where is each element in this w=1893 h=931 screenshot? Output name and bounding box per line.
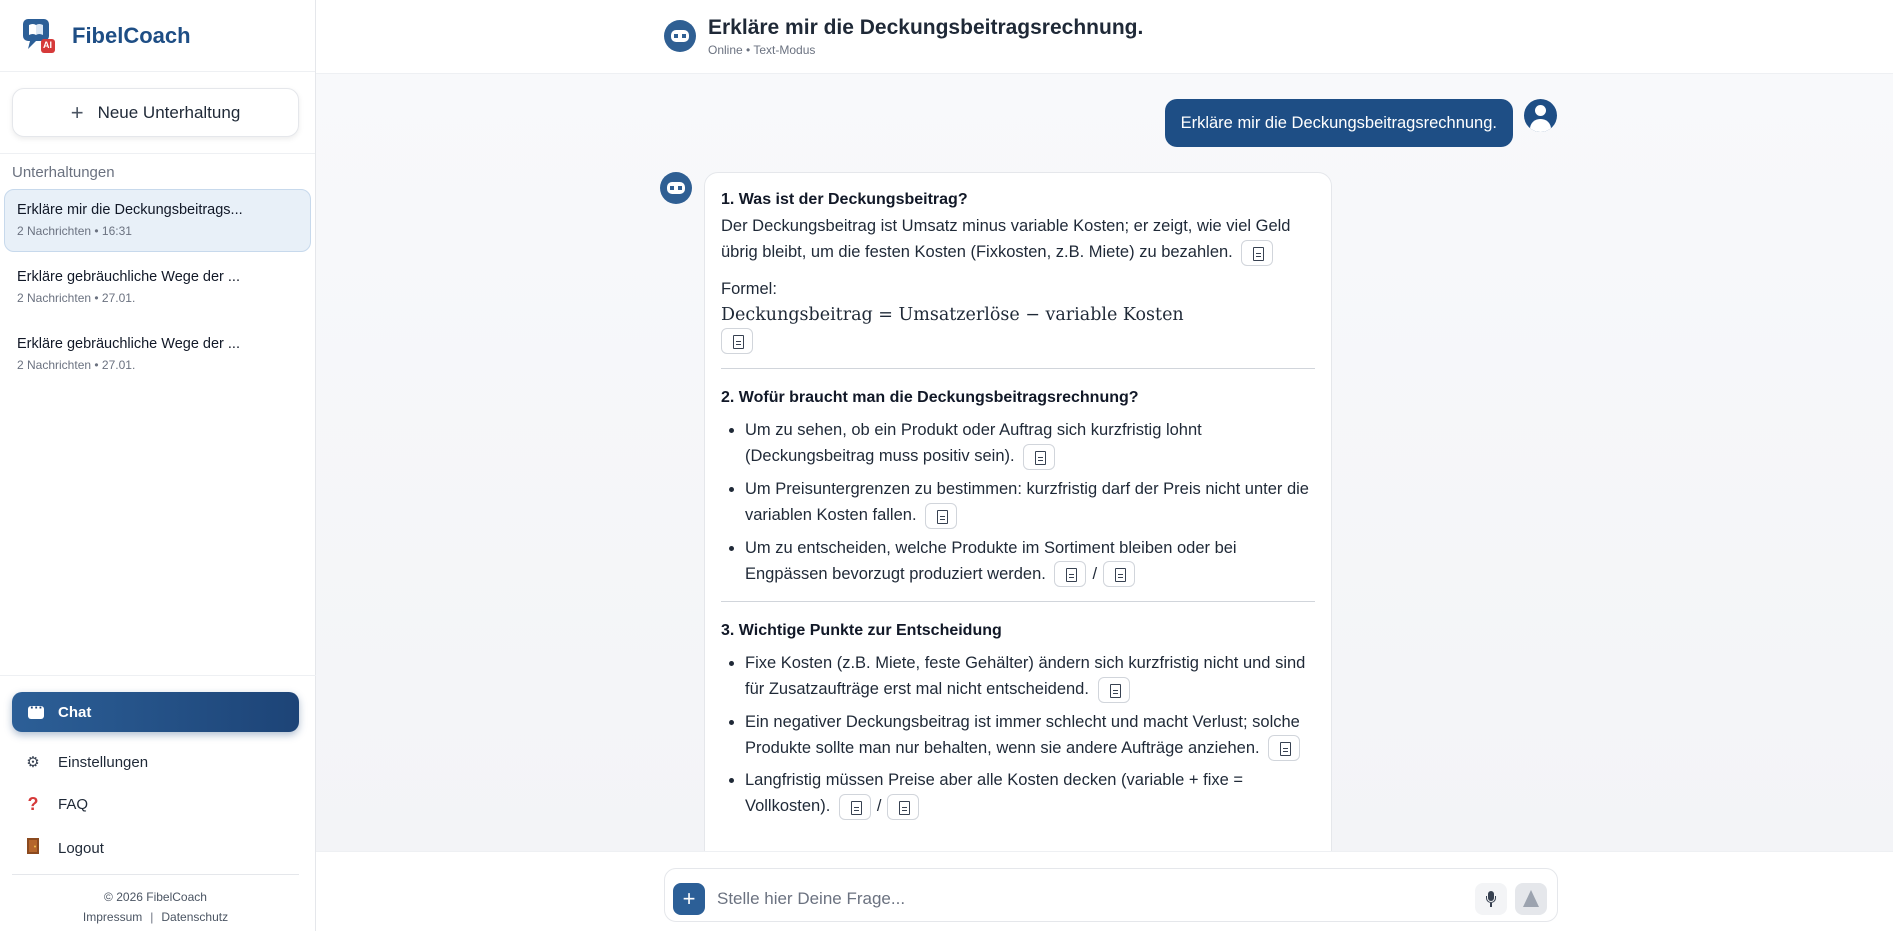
assistant-message: [704, 172, 1332, 851]
source-document-icon[interactable]: [721, 328, 753, 354]
section-title: 2. Wofür braucht man die Deckungsbeitragsrechnung?: [721, 389, 1139, 407]
conversation-item[interactable]: [4, 189, 311, 252]
source-document-icon[interactable]: [1268, 735, 1300, 761]
answer-paragraph: Der Deckungsbeitrag ist Umsatz minus variable Kosten; er zeigt, wie viel Geld übrig bleibt, um die festen Kosten (Fixkosten, z.B. Miete) zu bezahlen.: [721, 217, 1291, 261]
bot-avatar-icon: [664, 20, 696, 52]
conversation-meta: 2 Nachrichten • 27.01.: [17, 291, 136, 305]
chat-bubble-icon: [28, 706, 44, 719]
nav-item-settings[interactable]: [24, 750, 148, 774]
source-document-icon[interactable]: [1103, 561, 1135, 587]
nav-label-settings: Einstellungen: [58, 753, 149, 771]
source-document-icon[interactable]: [887, 794, 919, 820]
bullet-list: [721, 650, 1315, 820]
source-document-icon[interactable]: [839, 794, 871, 820]
send-button[interactable]: [1515, 883, 1547, 915]
nav-item-faq[interactable]: [24, 792, 88, 816]
bullet-list: [721, 417, 1315, 587]
sidebar: [0, 0, 316, 931]
list-item: • Um zu entscheiden, welche Produkte im Sortiment bleiben oder bei Engpässen bevorzugt produziert werden. /: [745, 535, 1315, 588]
send-arrow-icon: [1523, 890, 1539, 907]
new-conversation-button[interactable]: [12, 88, 299, 137]
list-item: • Langfristig müssen Preise aber alle Kosten decken (variable + fixe = Vollkosten). /: [745, 767, 1315, 820]
brand-header: [0, 0, 315, 72]
privacy-link[interactable]: Datenschutz: [161, 910, 229, 924]
conversation-item[interactable]: [4, 323, 311, 386]
chat-status: Online • Text-Modus: [708, 43, 816, 57]
section-title: 1. Was ist der Deckungsbeitrag?: [721, 191, 968, 208]
source-document-icon[interactable]: [1241, 240, 1273, 266]
conversations-heading: Unterhaltungen: [12, 164, 115, 181]
chat-title: Erkläre mir die Deckungsbeitragsrechnung.: [708, 16, 1144, 39]
conversation-meta: 2 Nachrichten • 27.01.: [17, 358, 136, 372]
new-conversation-label: Neue Unterhaltung: [97, 102, 241, 122]
source-document-icon[interactable]: [1054, 561, 1086, 587]
list-item: • Um zu sehen, ob ein Produkt oder Auftrag sich kurzfristig lohnt (Deckungsbeitrag muss positiv sein).: [745, 417, 1315, 470]
brand-name: FibelCoach: [72, 22, 191, 48]
attach-button[interactable]: +: [673, 883, 705, 915]
copyright-text: © 2026 FibelCoach: [104, 890, 207, 904]
door-icon: [24, 837, 42, 859]
nav-label-logout: Logout: [58, 839, 104, 857]
list-item: • Ein negativer Deckungsbeitrag ist immer schlecht und macht Verlust; solche Produkte sollte man nur behalten, wenn sie andere Aufträge anziehen.: [745, 709, 1315, 762]
composer: [664, 868, 1558, 922]
fibelcoach-logo-icon: [22, 18, 56, 54]
user-message-bubble: Erkläre mir die Deckungsbeitragsrechnung.: [1165, 99, 1513, 147]
question-input[interactable]: [717, 883, 1457, 915]
plus-icon: +: [70, 99, 84, 125]
formula: Deckungsbeitrag = Umsatzerlöse − variable Kosten: [721, 304, 1184, 325]
list-item: • Fixe Kosten (z.B. Miete, feste Gehälter) ändern sich kurzfristig nicht und sind für Zusatzaufträge erst mal nicht entscheidend.: [745, 650, 1315, 703]
source-document-icon[interactable]: [925, 503, 957, 529]
source-document-icon[interactable]: [1098, 677, 1130, 703]
gear-icon: ⚙: [26, 754, 40, 771]
chat-messages[interactable]: [316, 74, 1893, 851]
source-document-icon[interactable]: [1023, 444, 1055, 470]
chat-header: [316, 0, 1893, 74]
nav-label-faq: FAQ: [58, 795, 89, 813]
conversation-title: Erkläre gebräuchliche Wege der ...: [17, 336, 240, 352]
bot-avatar-icon: [660, 172, 692, 204]
conversation-item[interactable]: [4, 256, 311, 319]
conversation-meta: 2 Nachrichten • 16:31: [17, 224, 132, 238]
formula-label: Formel:: [721, 279, 777, 298]
list-item: • Um Preisuntergrenzen zu bestimmen: kurzfristig darf der Preis nicht unter die variablen Kosten fallen.: [745, 476, 1315, 529]
nav-label-chat: Chat: [58, 703, 92, 721]
conversation-title: Erkläre mir die Deckungsbeitrags...: [17, 202, 243, 218]
section-divider: [721, 368, 1315, 369]
sidebar-footer: © 2026 FibelCoach Impressum | Datenschutz: [12, 874, 299, 927]
composer-area: [316, 851, 1893, 931]
imprint-link[interactable]: Impressum: [82, 910, 143, 924]
microphone-button[interactable]: [1475, 883, 1507, 915]
section-title: 3. Wichtige Punkte zur Entscheidung: [721, 622, 1002, 640]
question-mark-icon: ?: [27, 793, 39, 814]
ai-badge-label: AI: [43, 39, 52, 50]
conversation-title: Erkläre gebräuchliche Wege der ...: [17, 269, 240, 285]
user-avatar-icon: [1524, 99, 1557, 132]
nav-item-logout[interactable]: [24, 836, 104, 860]
new-chat-section: [0, 72, 315, 154]
section-divider: [721, 601, 1315, 602]
nav-item-chat[interactable]: [12, 692, 299, 732]
sidebar-navigation: [0, 675, 316, 931]
